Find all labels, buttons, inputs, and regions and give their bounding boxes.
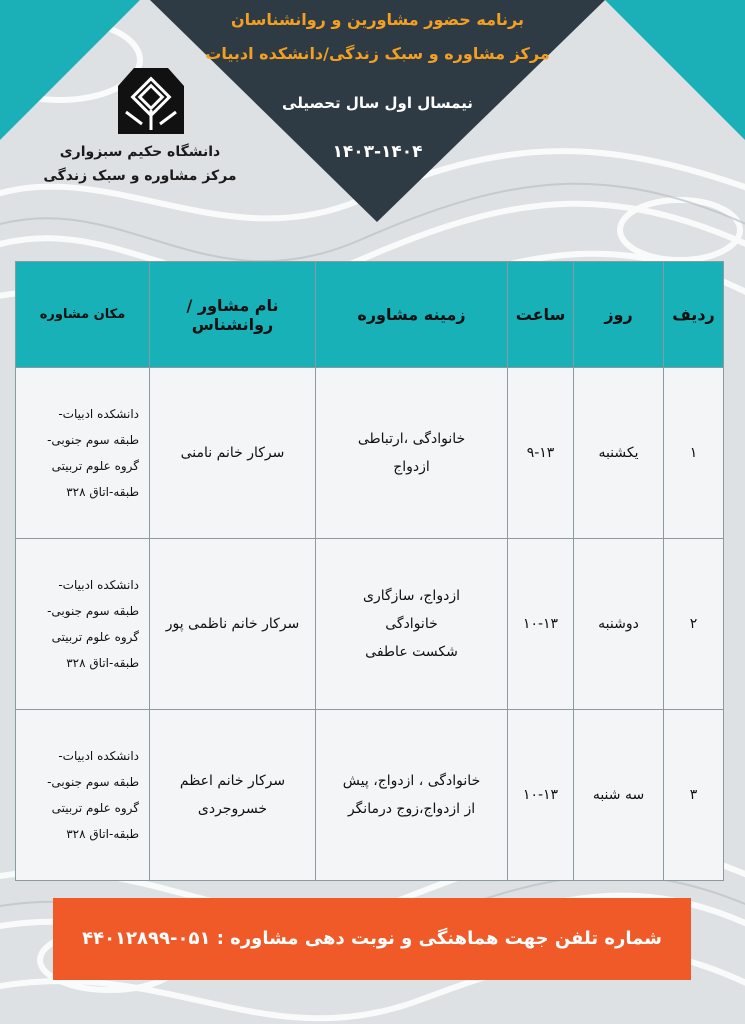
header-location: مکان مشاوره [16,262,150,368]
cell-time: ۱۰-۱۳ [508,539,574,710]
field-line: ازدواج [393,459,430,475]
table-header-row [16,262,724,368]
header-field: زمینه مشاوره [316,262,508,368]
cell-row-number: ۳ [664,710,724,881]
location-line: طبقه-اتاق ۳۲۸ [66,656,139,670]
cell-location [16,539,150,710]
location-line: طبقه سوم جنوبی- [47,604,139,618]
cell-day: سه شنبه [574,710,664,881]
university-logo-icon [112,64,190,136]
cell-time: ۱۰-۱۳ [508,710,574,881]
cell-location [16,368,150,539]
location-line: طبقه-اتاق ۳۲۸ [66,827,139,841]
schedule-table [15,261,724,881]
location-line: گروه علوم تربیتی [51,801,139,815]
field-line: خانوادگی ،ارتباطی [357,431,466,447]
cell-day: یکشنبه [574,368,664,539]
phone-banner: شماره تلفن جهت هماهنگی و نوبت دهی مشاوره : ۰۵۱-۴۴۰۱۲۸۹۹ [53,898,691,980]
location-line: طبقه-اتاق ۳۲۸ [66,485,139,499]
location-line: گروه علوم تربیتی [51,630,139,644]
banner-subtitle: مرکز مشاوره و سبک زندگی/دانشکده ادبیات [205,44,550,63]
banner-title: برنامه حضور مشاورین و روانشناسان [231,10,524,29]
field-line: ازدواج، سازگاری [363,588,460,604]
field-line: از ازدواج،زوج درمانگر [347,801,476,817]
location-line: گروه علوم تربیتی [51,459,139,473]
header-row-number: ردیف [664,262,724,368]
counselor-line: سرکار خانم ناظمی پور [165,616,300,632]
location-line: دانشکده ادبیات- [58,749,139,763]
field-line: خانوادگی [385,616,438,632]
cell-counselor [150,368,316,539]
counselor-line: خسروجردی [197,801,268,817]
teal-corner-right [605,0,745,140]
header-banner [150,0,605,222]
cell-counselor [150,710,316,881]
university-name: دانشگاه حکیم سبزواری [59,144,221,160]
cell-location [16,710,150,881]
cell-day: دوشنبه [574,539,664,710]
table-row [16,368,724,539]
cell-field [316,368,508,539]
cell-time: ۹-۱۳ [508,368,574,539]
semester-label: نیمسال اول سال تحصیلی [282,94,473,112]
field-line: شکست عاطفی [365,644,458,660]
location-line: طبقه سوم جنوبی- [47,433,139,447]
center-name: مرکز مشاوره و سبک زندگی [43,168,237,184]
university-info [40,140,240,188]
academic-year: ۱۴۰۳-۱۴۰۴ [332,142,423,162]
cell-field [316,710,508,881]
cell-counselor [150,539,316,710]
table-row [16,710,724,881]
header-day: روز [574,262,664,368]
counselor-line: سرکار خانم اعظم [179,773,286,789]
cell-row-number: ۱ [664,368,724,539]
location-line: دانشکده ادبیات- [58,407,139,421]
location-line: طبقه سوم جنوبی- [47,775,139,789]
table-row [16,539,724,710]
counselor-line: سرکار خانم نامنی [180,445,285,461]
cell-field [316,539,508,710]
header-time: ساعت [508,262,574,368]
field-line: خانوادگی ، ازدواج، پیش [342,773,481,789]
location-line: دانشکده ادبیات- [58,578,139,592]
cell-row-number: ۲ [664,539,724,710]
header-counselor: نام مشاور / روانشناس [150,262,316,368]
